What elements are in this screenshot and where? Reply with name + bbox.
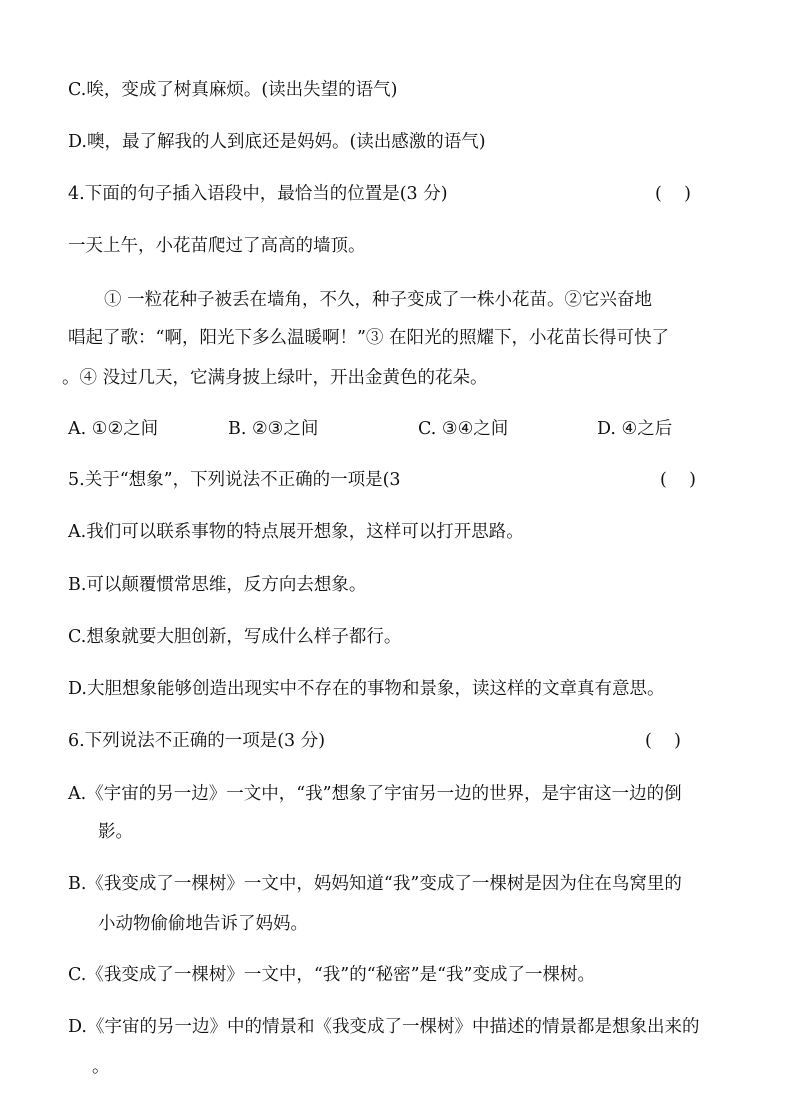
q4-option-d: D. ④之后 <box>597 419 673 439</box>
q6-option-a-line-1: A.《宇宙的另一边》一文中，“我”想象了宇宙另一边的世界，是宇宙这一边的倒 <box>68 784 682 804</box>
q4-answer-blank: ( ) <box>655 184 691 204</box>
q6-option-b-line-2: 小动物偷偷地告诉了妈妈。 <box>98 914 308 934</box>
q4-passage-line-2: 唱起了歌：“啊，阳光下多么温暖啊！”③ 在阳光的照耀下，小花苗长得可快了 <box>68 328 669 348</box>
q4-passage-line-3: 。④ 没过几天，它满身披上绿叶，开出金黄色的花朵。 <box>62 368 488 388</box>
q5-stem: 5.关于“想象”，下列说法不正确的一项是(3 <box>68 470 401 490</box>
q4-sentence: 一天上午，小花苗爬过了高高的墙顶。 <box>68 236 366 256</box>
q5-option-c: C.想象就要大胆创新，写成什么样子都行。 <box>68 627 402 647</box>
q4-option-c: C. ③④之间 <box>418 419 509 439</box>
q6-option-a-line-2: 影。 <box>98 822 133 842</box>
q4-option-a: A. ①②之间 <box>68 419 159 439</box>
q4-passage-line-1: ① 一粒花种子被丢在墙角，不久，种子变成了一株小花苗。②它兴奋地 <box>104 290 653 310</box>
q6-option-d-line-2: 。 <box>92 1057 110 1077</box>
q3-option-c: C.唉，变成了树真麻烦。(读出失望的语气) <box>68 80 398 100</box>
q6-option-d-line-1: D.《宇宙的另一边》中的情景和《我变成了一棵树》中描述的情景都是想象出来的 <box>68 1017 700 1037</box>
q5-answer-blank: ( ) <box>660 470 696 490</box>
q4-stem: 4.下面的句子插入语段中，最恰当的位置是(3 分) <box>68 184 448 204</box>
q6-answer-blank: ( ) <box>645 731 681 751</box>
q5-option-b: B.可以颠覆惯常思维，反方向去想象。 <box>68 575 367 595</box>
q3-option-d: D.噢，最了解我的人到底还是妈妈。(读出感激的语气) <box>68 132 486 152</box>
q6-stem: 6.下列说法不正确的一项是(3 分) <box>68 731 326 751</box>
q4-option-b: B. ②③之间 <box>228 419 319 439</box>
q5-option-a: A.我们可以联系事物的特点展开想象，这样可以打开思路。 <box>68 522 524 542</box>
q6-option-b-line-1: B.《我变成了一棵树》一文中，妈妈知道“我”变成了一棵树是因为住在鸟窝里的 <box>68 874 682 894</box>
q6-option-c: C.《我变成了一棵树》一文中，“我”的“秘密”是“我”变成了一棵树。 <box>68 965 596 985</box>
q5-option-d: D.大胆想象能够创造出现实中不存在的事物和景象，读这样的文章真有意思。 <box>68 679 665 699</box>
